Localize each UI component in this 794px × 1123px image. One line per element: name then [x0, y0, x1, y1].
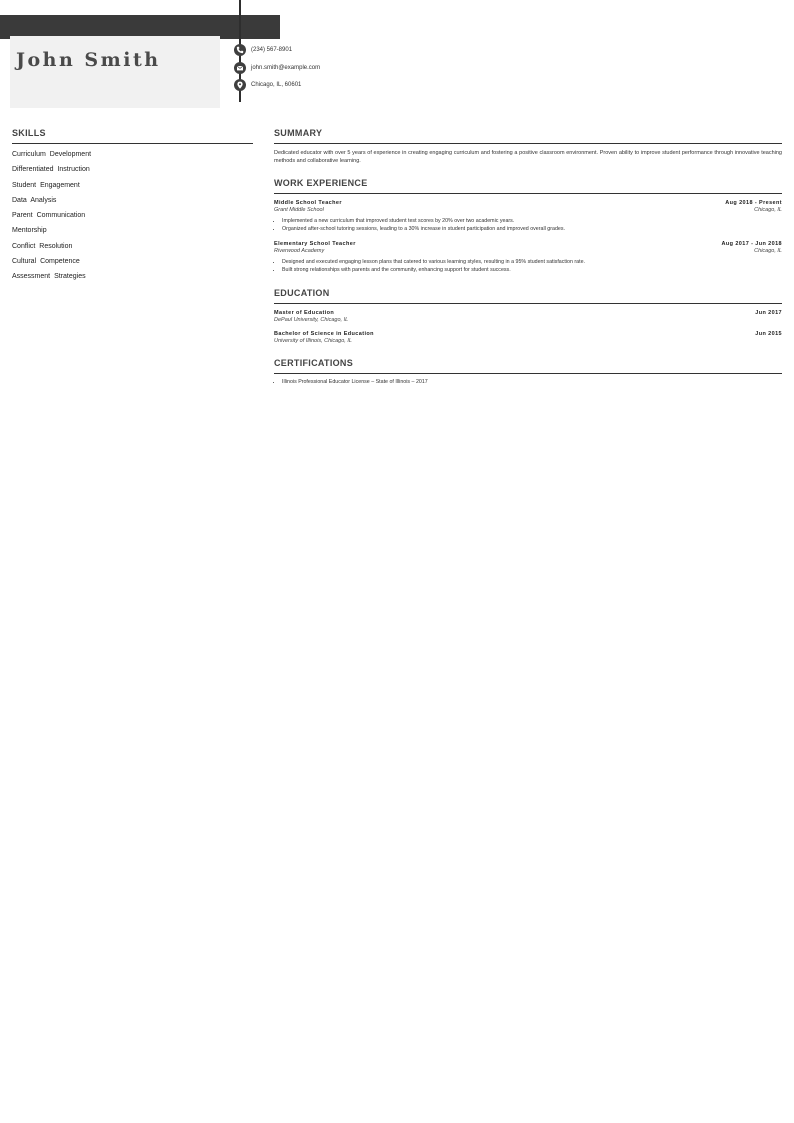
skill-item: Differentiated Instruction	[12, 166, 90, 174]
education-section	[274, 288, 782, 344]
skill-item: Student Engagement	[12, 181, 80, 189]
job-bullet: • Implemented a new curriculum that improved student test scores by 20% over two academic years.	[282, 218, 782, 226]
certifications-list	[274, 379, 782, 387]
job-location: Chicago, IL	[754, 207, 782, 213]
certifications-section	[274, 358, 782, 387]
candidate-name: John Smith	[16, 49, 161, 71]
job-bullets	[274, 259, 782, 274]
work-experience-title: WORK EXPERIENCE	[274, 178, 782, 194]
name-box	[10, 36, 220, 108]
skill-item: Mentorship	[12, 227, 47, 235]
certifications-title: CERTIFICATIONS	[274, 358, 782, 374]
job-location: Chicago, IL	[754, 248, 782, 254]
contact-phone	[234, 44, 292, 56]
job-bullet: • Built strong relationships with parents and the community, enhancing support for student success.	[282, 267, 782, 275]
job-bullet: • Organized after-school tutoring sessions, leading to a 30% increase in student participation and improved overall grades.	[282, 226, 782, 234]
summary-text: Dedicated educator with over 5 years of experience in creating engaging curriculum and fostering a positive classroom environment. Proven ability to improve student performance through innovative teaching methods and collaborative learning.	[274, 150, 782, 164]
job-organization: Grant Middle School	[274, 207, 324, 213]
job-organization: Riverwood Academy	[274, 248, 325, 254]
summary-section	[274, 128, 782, 165]
contact-location	[234, 79, 301, 91]
education-title: EDUCATION	[274, 288, 782, 304]
job-bullet: • Designed and executed engaging lesson plans that catered to various learning styles, resulting in a 95% student satisfaction rate.	[282, 259, 782, 267]
job-title: Elementary School Teacher	[274, 241, 356, 247]
job-bullets	[274, 218, 782, 233]
phone-text: (234) 567-8901	[251, 47, 293, 53]
skills-list	[12, 149, 253, 287]
skill-item: Conflict Resolution	[12, 242, 73, 250]
certification-item: • Illinois Professional Educator License – State of Illinois – 2017	[282, 379, 782, 387]
phone-icon	[234, 44, 246, 56]
skill-item: Cultural Competence	[12, 258, 80, 266]
email-icon	[234, 62, 246, 74]
main-column	[274, 128, 782, 395]
job-title: Middle School Teacher	[274, 200, 342, 206]
job-entry	[274, 241, 782, 274]
school: University of Illinois, Chicago, IL	[274, 338, 352, 344]
skill-item: Parent Communication	[12, 212, 86, 220]
work-experience-section	[274, 178, 782, 274]
graduation-date: Jun 2017	[755, 310, 782, 316]
education-entry	[274, 310, 782, 323]
skill-item: Curriculum Development	[12, 151, 92, 158]
school: DePaul University, Chicago, IL	[274, 317, 349, 323]
education-entry	[274, 331, 782, 344]
skills-section	[12, 128, 253, 287]
degree: Bachelor of Science in Education	[274, 331, 374, 337]
skill-item: Assessment Strategies	[12, 273, 86, 281]
location-text: Chicago, IL, 60601	[251, 82, 302, 88]
email-text: john.smith@example.com	[251, 65, 321, 71]
skill-item: Data Analysis	[12, 196, 57, 204]
job-entry	[274, 200, 782, 233]
job-dates: Aug 2017 - Jun 2018	[721, 241, 782, 247]
job-dates: Aug 2018 - Present	[725, 200, 782, 206]
degree: Master of Education	[274, 310, 335, 316]
skills-title: SKILLS	[12, 128, 253, 144]
summary-title: SUMMARY	[274, 128, 782, 144]
contact-email	[234, 62, 320, 74]
location-pin-icon	[234, 79, 246, 91]
graduation-date: Jun 2015	[755, 331, 782, 337]
